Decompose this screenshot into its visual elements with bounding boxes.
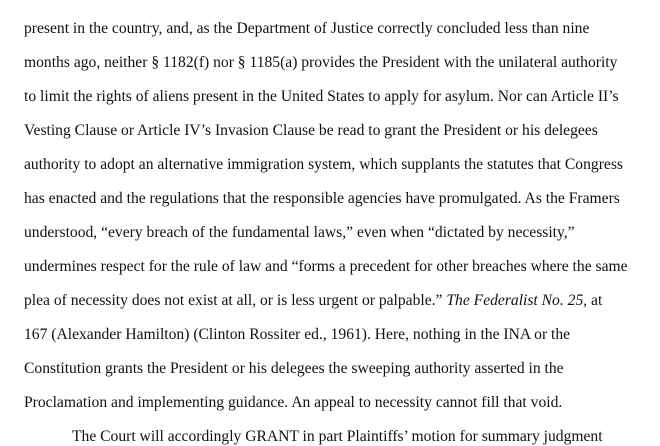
text-line-13: The Court will accordingly GRANT in part Plaintiffs’ motion for summary judgment <box>72 428 603 445</box>
text-line-9 <box>24 292 602 310</box>
text-line-5: authority to adopt an alternative immigration system, which supplants the statutes that Congress <box>24 156 623 173</box>
text-line-7: understood, “every breach of the fundamental laws,” even when “dictated by necessity,” <box>24 224 575 241</box>
text-line-4: Vesting Clause or Article IV’s Invasion Clause be read to grant the President or his delegees <box>24 122 598 139</box>
text-line-10: 167 (Alexander Hamilton) (Clinton Rossiter ed., 1961). Here, nothing in the INA or the <box>24 326 571 343</box>
text-line-12: Proclamation and implementing guidance. An appeal to necessity cannot fill that void. <box>24 394 563 411</box>
text-line-8: undermines respect for the rule of law and “forms a precedent for other breaches where the same <box>24 258 628 275</box>
text-line-6: has enacted and the regulations that the responsible agencies have promulgated. As the Framers <box>24 190 620 207</box>
text-line-11: Constitution grants the President or his delegees the sweeping authority asserted in the <box>24 360 564 377</box>
citation-title: The Federalist No. 25 <box>446 292 584 309</box>
text-run: plea of necessity does not exist at all, or is less urgent or palpable.” <box>24 292 447 309</box>
text-line-2: months ago, neither § 1182(f) nor § 1185(a) provides the President with the unilateral authority <box>24 54 618 71</box>
text-run: , at <box>583 292 603 309</box>
text-line-1: present in the country, and, as the Department of Justice correctly concluded less than nine <box>24 20 590 37</box>
text-line-3: to limit the rights of aliens present in the United States to apply for asylum. Nor can Article II’s <box>24 88 619 105</box>
